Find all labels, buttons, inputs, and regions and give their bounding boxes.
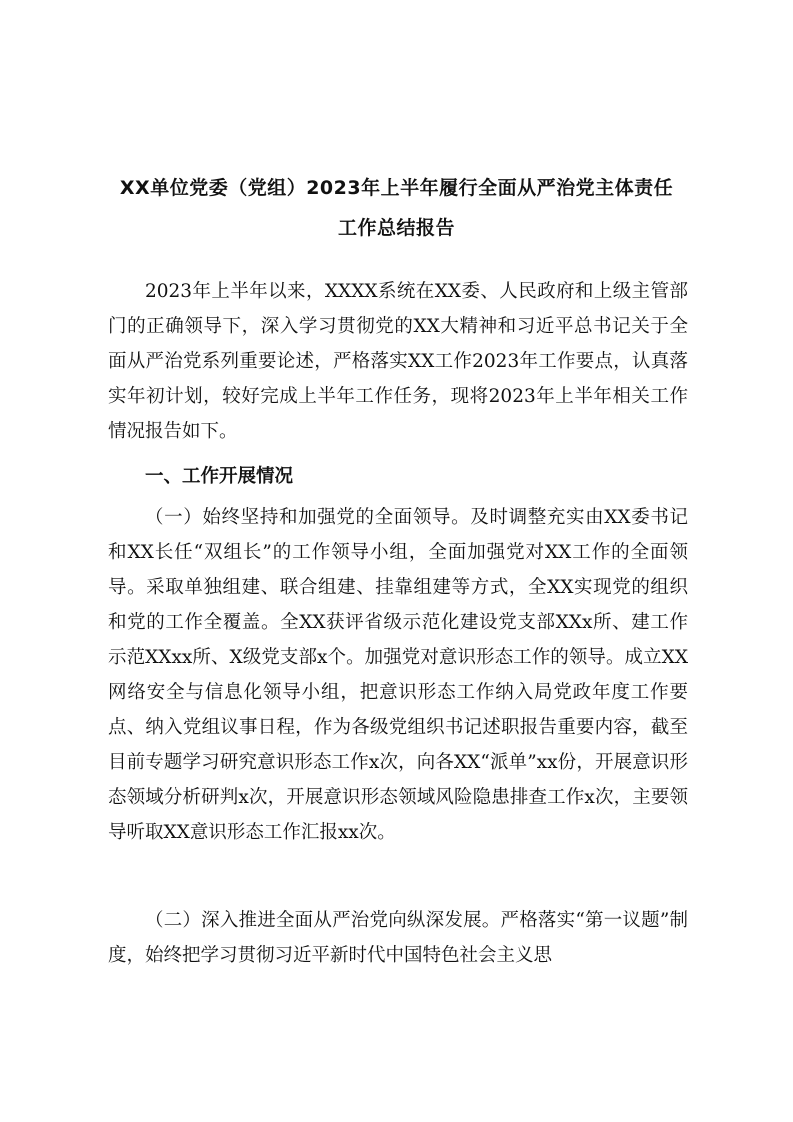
document-title-line2: 工作总结报告 (337, 217, 455, 239)
section-heading-work-progress: 一、工作开展情况 (145, 466, 294, 487)
paragraph-party-leadership: （一）始终坚持和加强党的全面领导。及时调整充实由XX委书记和XX长任“双组长”的工作领导小组，全面加强党对XX工作的全面领导。采取单独组建、联合组建、挂靠组建等方式，全XX实现党的组织和党的工作全覆盖。全XX获评省级示范化建设党支部XXx所、建工作示范XXxx所、X级党支部x个。加强党对意识形态工作的领导。成立XX网络安全与信息化领导小组，把意识形态工作纳入局党政年度工作要点、纳入党组议事日程，作为各级党组织书记述职报告重要内容，截至目前专题学习研究意识形态工作x次，向各XX“派单”xx份，开展意识形态领域分析研判x次，开展意识形态领域风险隐患排查工作x次，主要领导听取XX意识形态工作汇报xx次。 (108, 507, 688, 843)
paragraph-strict-governance: （二）深入推进全面从严治党向纵深发展。严格落实“第一议题”制度，始终把学习贯彻习近平新时代中国特色社会主义思 (108, 910, 688, 966)
document-title-line1: XX单位党委（党组）2023年上半年履行全面从严治党主体责任 (119, 177, 674, 199)
intro-paragraph: 2023年上半年以来，XXXX系统在XX委、人民政府和上级主管部门的正确领导下，深入学习贯彻党的XX大精神和习近平总书记关于全面从严治党系列重要论述，严格落实XX工作2023年工作要点，认真落实年初计划，较好完成上半年工作任务，现将2023年上半年相关工作情况报告如下。 (108, 281, 688, 442)
